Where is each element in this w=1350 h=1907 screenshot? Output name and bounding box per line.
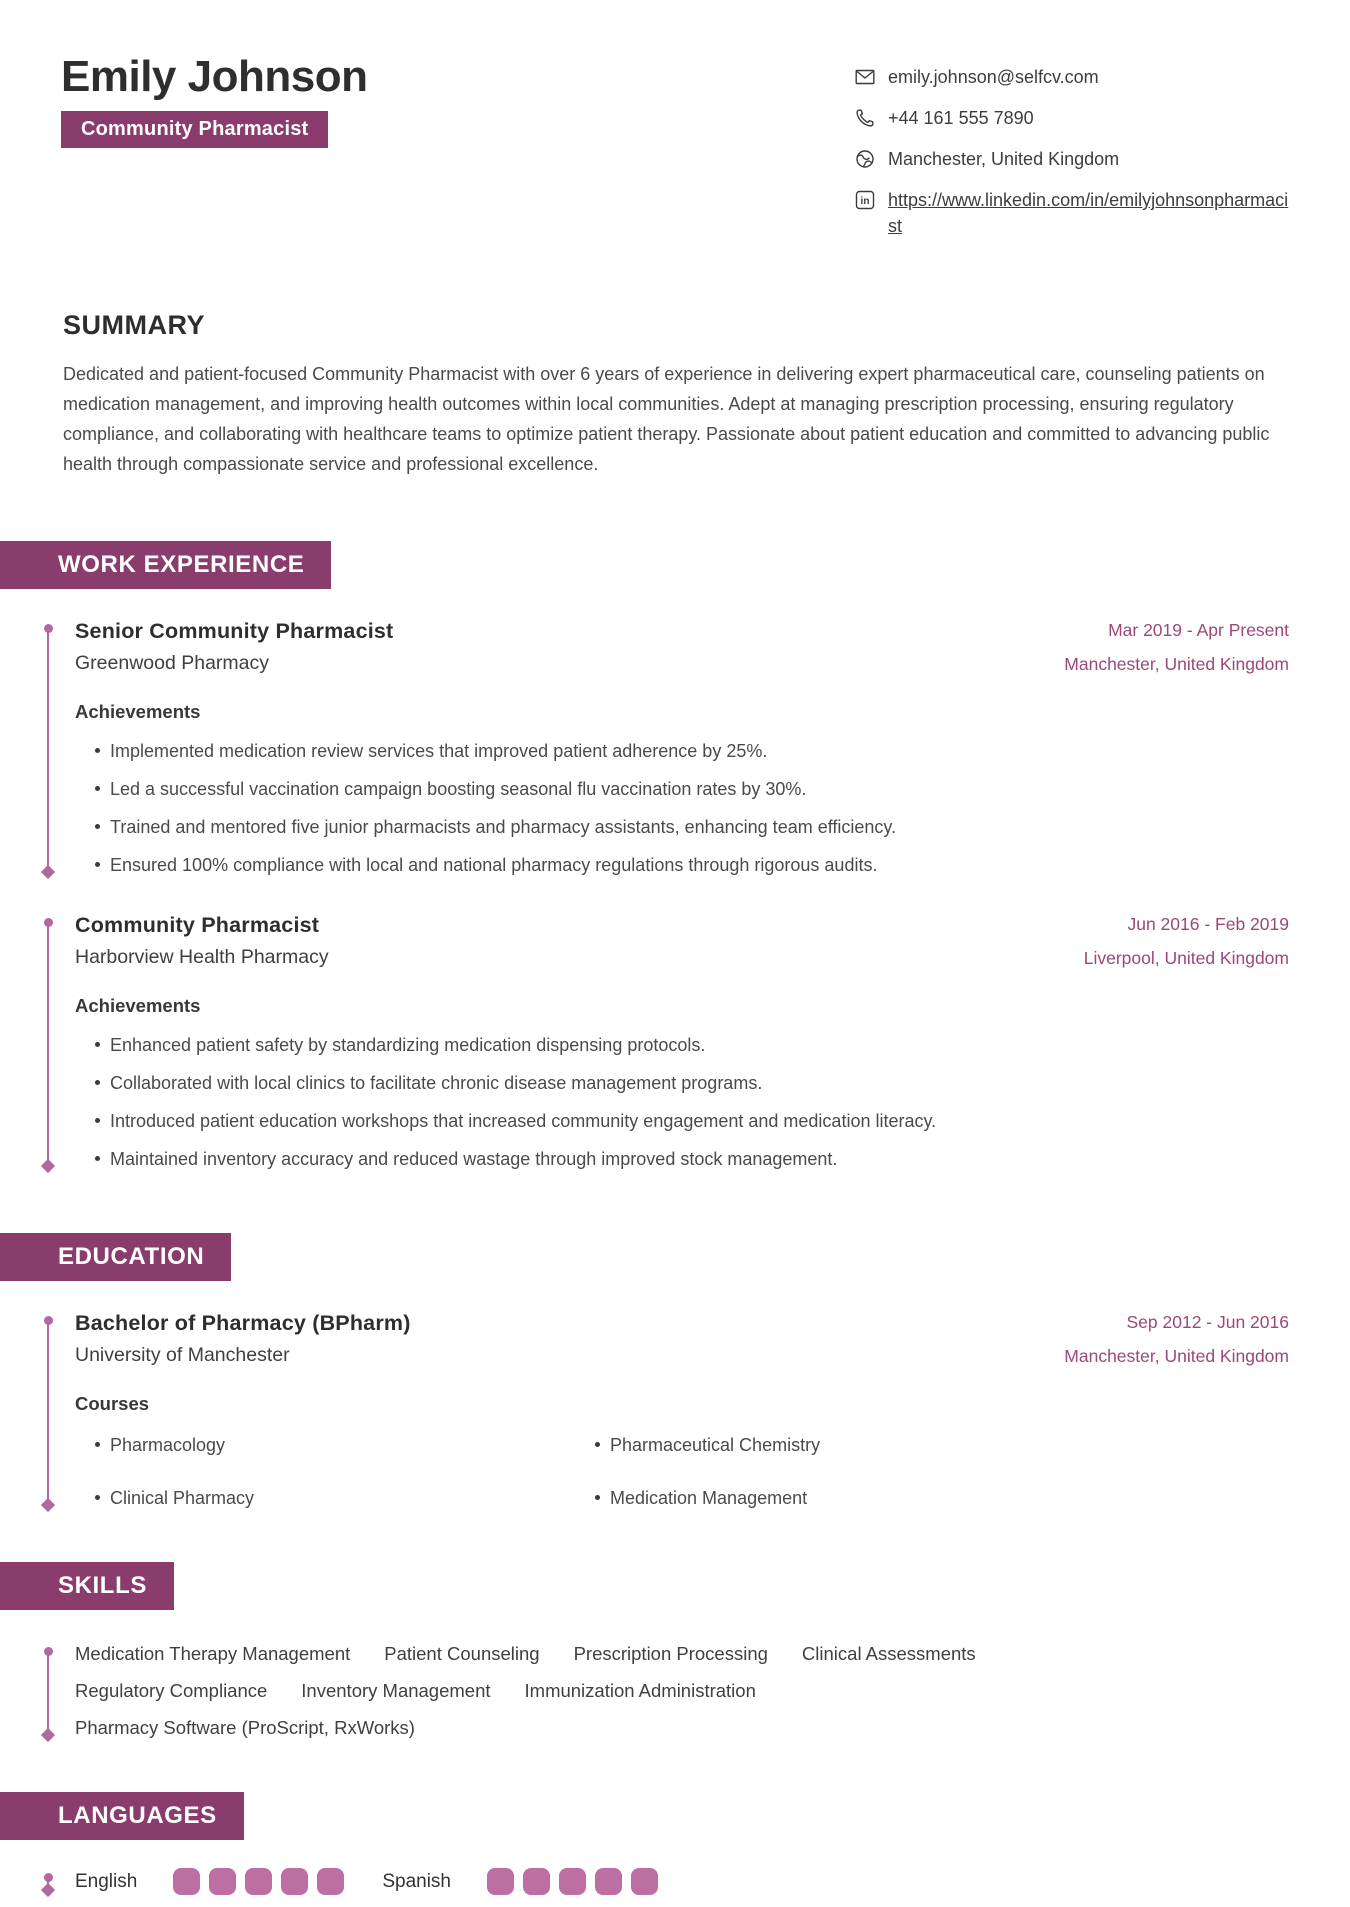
achievement-item: Maintained inventory accuracy and reduced wastage through improved stock management. (75, 1147, 1289, 1171)
language-level-square (487, 1868, 514, 1895)
phone-icon (855, 108, 875, 128)
language-item (75, 1868, 344, 1895)
work-entry-header (75, 619, 1289, 675)
work-entry (61, 619, 1289, 877)
achievement-item: Ensured 100% compliance with local and national pharmacy regulations through rigorous audits. (75, 853, 1289, 877)
courses-label: Courses (75, 1393, 150, 1414)
timeline-rail (47, 1878, 49, 1889)
course-item: Medication Management (575, 1486, 1289, 1510)
education-banner: EDUCATION (0, 1233, 231, 1281)
achievement-item: Collaborated with local clinics to facilitate chronic disease management programs. (75, 1071, 1289, 1095)
courses-grid (75, 1433, 1289, 1510)
education-entry (61, 1311, 1289, 1510)
skill-item: Patient Counseling (384, 1643, 540, 1664)
globe-icon (855, 149, 875, 169)
identity-block (61, 52, 367, 254)
summary-text: Dedicated and patient-focused Community Pharmacist with over 6 years of experience in delivering expert pharmaceutical care, counseling patients on medication management, and improving health outcomes within local communities. Adept at managing prescription processing, ensuring regulatory compliance, and collaborating with healthcare teams to optimize patient therapy. Passionate about patient education and committed to advancing public health through compassionate service and professional excellence. (63, 364, 1270, 474)
skill-item: Inventory Management (301, 1680, 491, 1701)
language-level (487, 1868, 658, 1895)
language-level-square (317, 1868, 344, 1895)
company-name: Harborview Health Pharmacy (75, 946, 329, 968)
work-entry (61, 913, 1289, 1171)
date-range: Sep 2012 - Jun 2016 (1126, 1312, 1289, 1332)
work-entry-meta (1064, 619, 1289, 673)
skill-item: Immunization Administration (524, 1680, 756, 1701)
job-title: Senior Community Pharmacist (75, 619, 394, 643)
achievement-item: Trained and mentored five junior pharmacists and pharmacy assistants, enhancing team efficiency. (75, 815, 1289, 839)
timeline-rail (47, 1321, 49, 1504)
achievement-item: Implemented medication review services that improved patient adherence by 25%. (75, 739, 1289, 763)
job-title: Community Pharmacist (75, 913, 320, 937)
work-entry-titles (75, 913, 329, 969)
language-level-square (631, 1868, 658, 1895)
school-location: Manchester, United Kingdom (1064, 1345, 1289, 1366)
skills-row (75, 1716, 1289, 1740)
summary-section (63, 310, 1289, 479)
contact-email: emily.johnson@selfcv.com (888, 67, 1099, 87)
achievements-label: Achievements (75, 995, 201, 1016)
languages-section (61, 1868, 1289, 1895)
contact-block (855, 52, 1289, 254)
achievement-item: Enhanced patient safety by standardizing medication dispensing protocols. (75, 1033, 1289, 1057)
contact-phone-row (855, 105, 1289, 131)
skills-row (75, 1642, 1289, 1666)
timeline-rail (47, 1652, 49, 1734)
date-range: Jun 2016 - Feb 2019 (1127, 914, 1289, 934)
skill-item: Pharmacy Software (ProScript, RxWorks) (75, 1717, 415, 1738)
skills-section (61, 1642, 1289, 1740)
language-level-square (173, 1868, 200, 1895)
contact-linkedin-row (855, 187, 1289, 239)
job-location: Liverpool, United Kingdom (1083, 947, 1289, 968)
language-item (382, 1868, 658, 1895)
language-level-square (209, 1868, 236, 1895)
education-entry-header (75, 1311, 1289, 1367)
language-name: Spanish (382, 1870, 451, 1892)
language-level-square (281, 1868, 308, 1895)
language-level-square (595, 1868, 622, 1895)
degree-title: Bachelor of Pharmacy (BPharm) (75, 1311, 411, 1335)
course-item: Pharmacology (75, 1433, 575, 1457)
linkedin-link[interactable]: https://www.linkedin.com/in/emilyjohnsonpharmacist (888, 190, 1289, 236)
company-name: Greenwood Pharmacy (75, 652, 270, 674)
language-level-square (559, 1868, 586, 1895)
contact-email-row (855, 64, 1289, 90)
skill-item: Medication Therapy Management (75, 1643, 351, 1664)
date-range: Mar 2019 - Apr Present (1108, 620, 1289, 640)
course-item: Clinical Pharmacy (75, 1486, 575, 1510)
summary-heading: SUMMARY (63, 310, 205, 340)
header (0, 0, 1350, 254)
work-entry-titles (75, 619, 393, 675)
course-item: Pharmaceutical Chemistry (575, 1433, 1289, 1457)
achievements-label: Achievements (75, 701, 201, 722)
job-title-badge: Community Pharmacist (61, 111, 328, 148)
skill-item: Regulatory Compliance (75, 1680, 268, 1701)
svg-text:in: in (860, 196, 870, 207)
linkedin-icon (855, 190, 875, 210)
timeline-rail (47, 923, 49, 1165)
work-entry-meta (1084, 913, 1289, 967)
contact-phone: +44 161 555 7890 (888, 108, 1034, 128)
education-entry-titles (75, 1311, 411, 1367)
skills-banner: SKILLS (0, 1562, 174, 1610)
skill-item: Clinical Assessments (801, 1643, 976, 1664)
person-name: Emily Johnson (61, 52, 368, 101)
language-level-square (245, 1868, 272, 1895)
envelope-icon (855, 67, 875, 87)
achievement-item: Introduced patient education workshops that increased community engagement and medication literacy. (75, 1109, 1289, 1133)
job-location: Manchester, United Kingdom (1064, 653, 1289, 674)
school-name: University of Manchester (75, 1344, 290, 1366)
timeline-rail (47, 629, 49, 871)
language-name: English (75, 1870, 138, 1892)
contact-location-row (855, 146, 1289, 172)
skill-item: Prescription Processing (573, 1643, 768, 1664)
language-level-square (523, 1868, 550, 1895)
achievements-list (75, 739, 1289, 877)
language-level (173, 1868, 344, 1895)
achievements-list (75, 1033, 1289, 1171)
achievement-item: Led a successful vaccination campaign boosting seasonal flu vaccination rates by 30%. (75, 777, 1289, 801)
skills-row (75, 1679, 1289, 1703)
languages-banner: LANGUAGES (0, 1792, 244, 1840)
education-entry-meta (1064, 1311, 1289, 1365)
work-experience-banner: WORK EXPERIENCE (0, 541, 331, 589)
work-entry-header (75, 913, 1289, 969)
contact-location: Manchester, United Kingdom (888, 149, 1120, 169)
